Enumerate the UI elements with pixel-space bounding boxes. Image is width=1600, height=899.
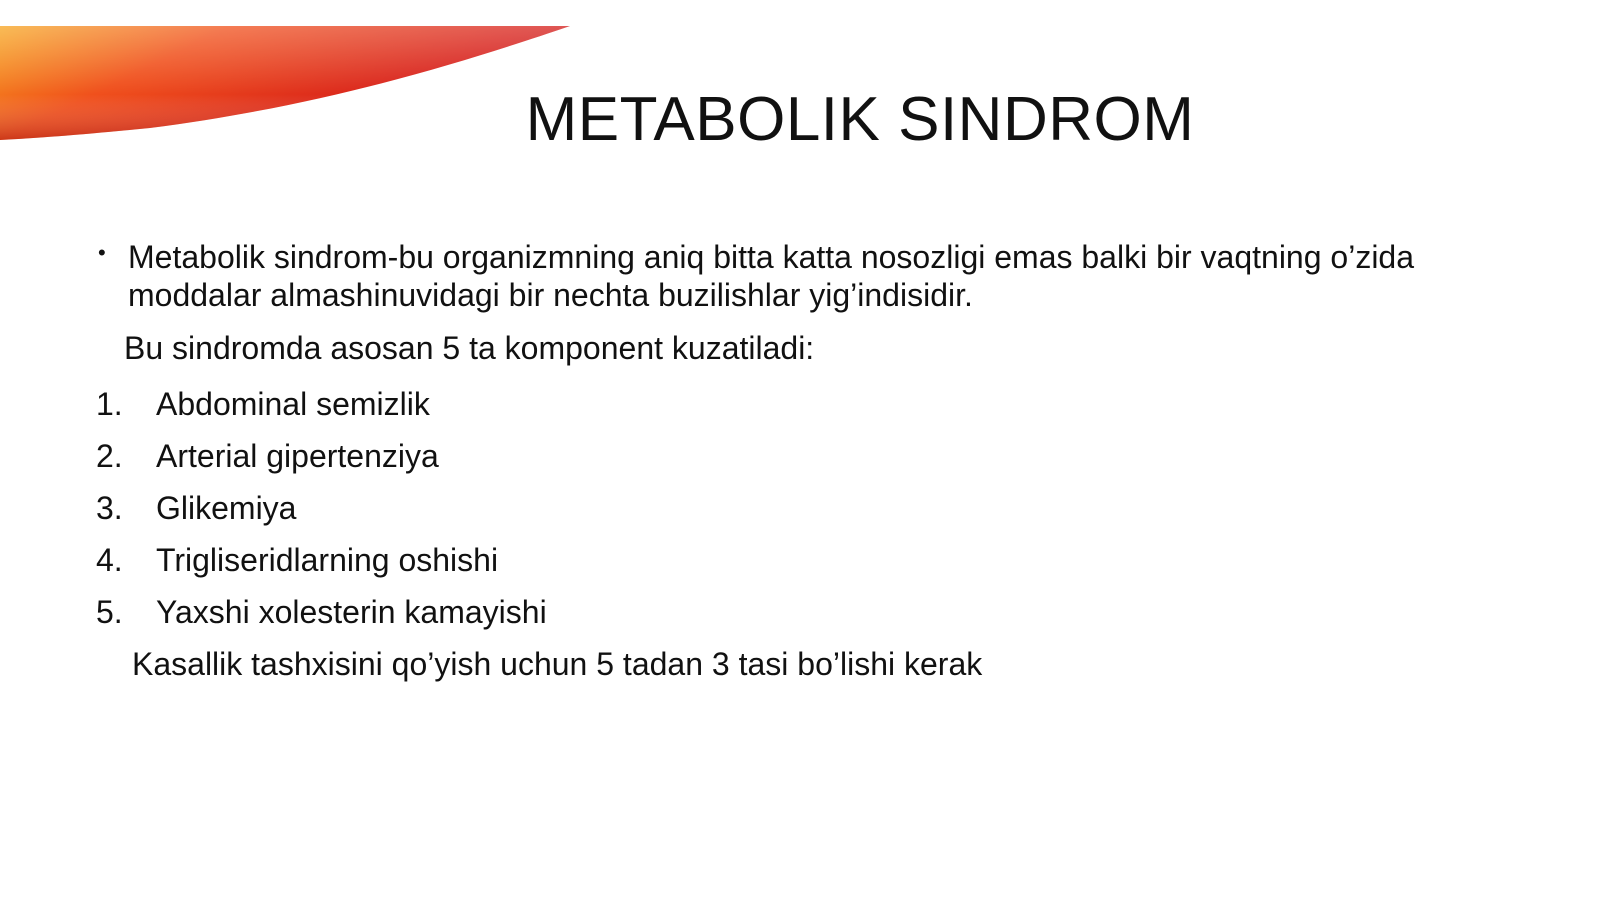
list-item-number: 2. [96, 438, 123, 474]
list-item [96, 430, 1536, 482]
bullet-marker: • [98, 240, 106, 265]
list-item-number: 4. [96, 542, 123, 578]
list-item [96, 482, 1536, 534]
list-item-text: Abdominal semizlik [156, 386, 430, 422]
bullet-text: Metabolik sindrom-bu organizmning aniq bitta katta nosozligi emas balki bir vaqtning o’zida moddalar almashinuvidagi bir nechta buzilishlar yig’indisidir. [128, 239, 1415, 313]
list-item-text: Trigliseridlarning oshishi [156, 542, 499, 578]
intro-text: Bu sindromda asosan 5 ta komponent kuzatiladi: [124, 330, 815, 366]
list-item-number: 5. [96, 594, 123, 630]
slide-title: METABOLIK SINDROM [525, 85, 1195, 154]
list-item-text: Yaxshi xolesterin kamayishi [156, 594, 547, 630]
list-item-number: 3. [96, 490, 123, 526]
conclusion-text: Kasallik tashxisini qo’yish uchun 5 tadan 3 tasi bo’lishi kerak [132, 646, 983, 682]
slide-body [96, 238, 1536, 684]
component-list [96, 378, 1536, 638]
list-item [96, 534, 1536, 586]
list-item-text: Arterial gipertenziya [156, 438, 439, 474]
list-item [96, 378, 1536, 430]
bullet-paragraph [96, 238, 1536, 314]
list-item-number: 1. [96, 386, 123, 422]
list-item-text: Glikemiya [156, 490, 297, 526]
list-item [96, 586, 1536, 638]
